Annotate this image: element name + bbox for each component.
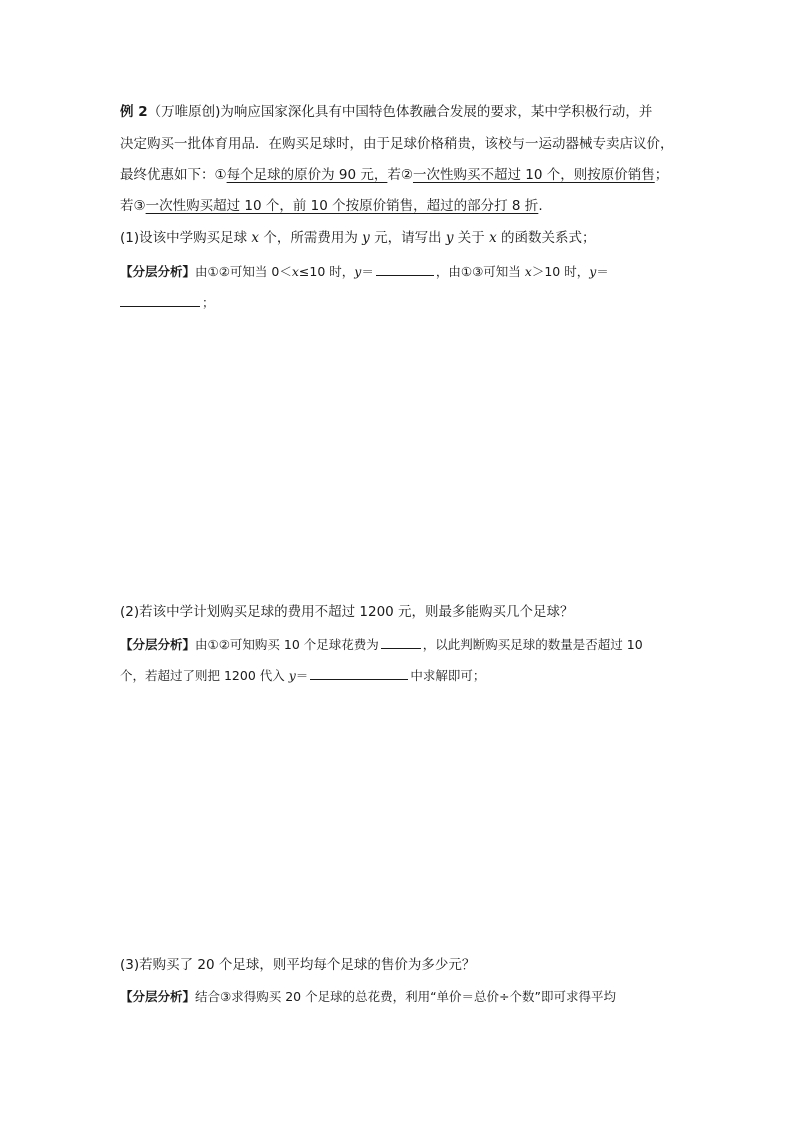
var-y: y [362, 230, 370, 246]
q2-analysis [120, 634, 680, 655]
punctuation: . [538, 198, 543, 214]
answer-blank[interactable] [376, 261, 434, 276]
condition-marker: 若② [387, 167, 413, 183]
condition-marker: 若③ [120, 198, 146, 214]
q2-text: (2)若该中学计划购买足球的费用不超过 1200 元，则最多能购买几个足球？ [120, 604, 574, 620]
question-1 [120, 228, 680, 248]
example-line-4 [120, 196, 680, 216]
var-x: x [251, 230, 260, 246]
analysis-text: ，由①③可知当 [435, 264, 525, 279]
var-x: x [524, 264, 532, 279]
analysis-text: 个，若超过了则把 1200 代入 [120, 668, 289, 683]
q1-text: 元，请写出 [369, 230, 446, 246]
condition-3: 一次性购买超过 10 个，前 10 个按原价销售，超过的部分打 8 折 [145, 198, 539, 214]
example-line-1 [120, 102, 680, 122]
analysis-text: 结合③求得购买 20 个足球的总花费，利用“单价＝总价÷个数”即可求得平均 [195, 989, 617, 1004]
analysis-tag: 【分层分析】 [120, 989, 196, 1004]
analysis-text: ＝ [596, 264, 609, 279]
var-y: y [445, 230, 454, 246]
condition-1: 每个足球的原价为 90 元， [226, 167, 388, 183]
punctuation: ； [654, 167, 669, 183]
q1-analysis-line-2 [120, 292, 680, 313]
q1-text: (1)设该中学购买足球 [120, 230, 252, 246]
answer-blank[interactable] [381, 634, 421, 649]
var-y: y [288, 668, 296, 683]
var-x: x [489, 230, 497, 246]
analysis-text: 中求解即可； [410, 668, 486, 683]
q1-text: 个，所需费用为 [259, 230, 363, 246]
example-text: 决定购买一批体育用品．在购买足球时，由于足球价格稍贵，该校与一运动器械专卖店议价， [120, 136, 674, 152]
answer-blank[interactable] [310, 665, 408, 680]
analysis-text: ≤10 时， [298, 264, 355, 279]
example-intro: （万唯原创)为响应国家深化具有中国特色体教融合发展的要求，某中学积极行动，并 [147, 104, 653, 120]
condition-2: 一次性购买不超过 10 个，则按原价销售 [412, 167, 655, 183]
condition-marker: 最终优惠如下：① [120, 167, 227, 183]
analysis-text: 由①②可知当 0＜ [195, 264, 292, 279]
question-3 [120, 955, 680, 975]
example-line-3 [120, 165, 680, 185]
answer-blank[interactable] [120, 292, 200, 307]
q3-text: (3)若购买了 20 个足球，则平均每个足球的售价为多少元？ [120, 957, 476, 973]
analysis-text: ＞10 时， [531, 264, 590, 279]
example-line-2 [120, 134, 680, 154]
question-2 [120, 602, 680, 622]
q1-analysis [120, 261, 680, 282]
example-label: 例 2 [120, 104, 148, 120]
var-y: y [589, 264, 597, 279]
analysis-text: ，以此判断购买足球的数量是否超过 10 [422, 637, 643, 652]
q1-text: 的函数关系式； [496, 230, 596, 246]
var-x: x [291, 264, 299, 279]
q3-analysis [120, 987, 680, 1007]
var-y: y [354, 264, 362, 279]
analysis-text: 由①②可知购买 10 个足球花费为 [195, 637, 379, 652]
punctuation: ； [202, 295, 215, 310]
analysis-text: ＝ [295, 668, 309, 683]
q2-analysis-line-2 [120, 665, 680, 686]
analysis-tag: 【分层分析】 [120, 637, 196, 652]
analysis-text: ＝ [361, 264, 374, 279]
q1-text: 关于 [453, 230, 490, 246]
analysis-tag: 【分层分析】 [120, 264, 196, 279]
